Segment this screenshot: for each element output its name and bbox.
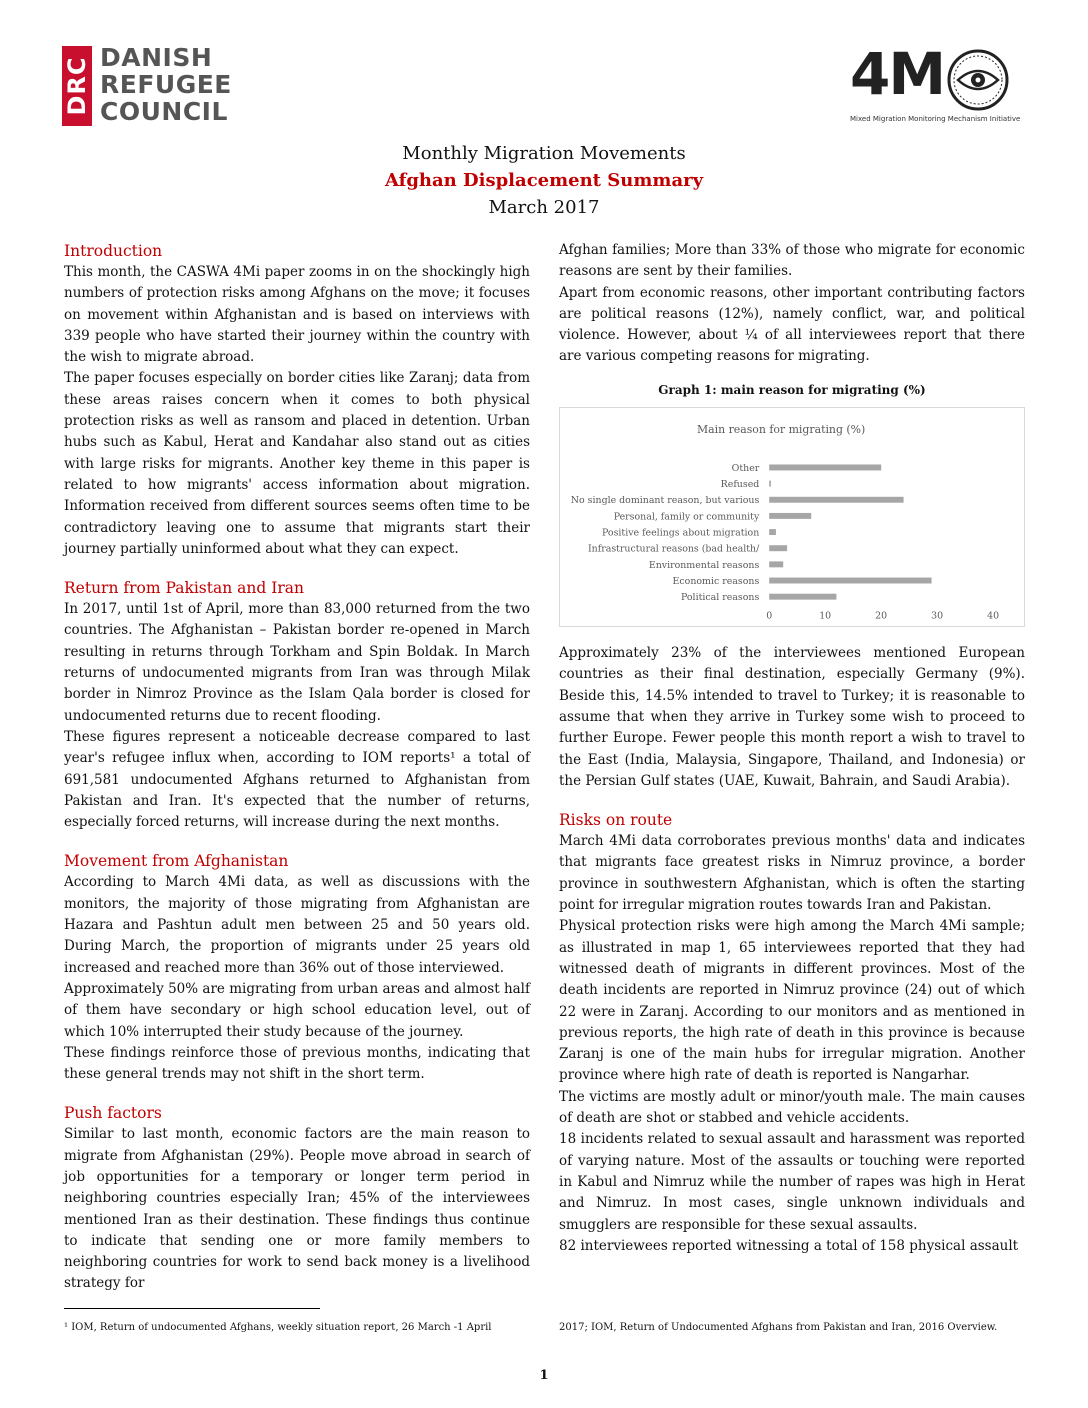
4mi-logo-text: 4M xyxy=(850,40,945,108)
paragraph: Physical protection risks were high among the March 4Mi sample; as illustrated in map 1, 65 interviewees reported that they had witnessed death of migrants in different provinces. Most of the death incidents are reported in Nimruz province (24) out of which 22 were in Zaranj. According to our monitors and as mentioned in previous reports, the high rate of death in this province is because Zaranj is one of the main hubs for irregular migration. Another province where high rate of death is reported is Nangarhar. xyxy=(559,918,1025,1084)
category-label: Other xyxy=(731,463,760,475)
paragraph: 82 interviewees reported witnessing a total of 158 physical assault xyxy=(559,1237,1019,1254)
bar xyxy=(769,594,836,600)
category-label: Environmental reasons xyxy=(648,559,760,571)
paragraph: Approximately 23% of the interviewees mentioned European countries as their final destination, especially Germany (9%). Beside this, 14.5% intended to travel to Turkey; it is reasonable to assume that when they arrive in Turkey some wish to proceed to further Europe. Fewer people this month report a wish to travel to the East (India, Malaysia, Singapore, Thailand, and Indonesia) or the Persian Gulf states (UAE, Kuwait, Bahrain, and Saudi Arabia). xyxy=(559,645,1025,789)
drc-logo-wordmark xyxy=(100,44,232,125)
drc-logo xyxy=(62,43,242,130)
paragraph: These figures represent a noticeable decrease compared to last year's refugee influx when, according to IOM reports¹ a total of 691,581 undocumented Afghans returned to Afghanistan from Pakistan and Iran. It's expected that the number of returns, especially forced returns, will increase during the next months. xyxy=(64,728,530,831)
eye-icon xyxy=(946,48,1010,112)
page-number: 1 xyxy=(539,1368,549,1383)
doc-subtitle: Afghan Displacement Summary xyxy=(384,170,704,191)
paragraph: Apart from economic reasons, other important contributing factors are political reasons (12%), namely conflict, war, and political violence. However, about ¼ of all interviewees report that there are various competing reasons for migrating. xyxy=(559,284,1025,365)
drc-logo-line: DANISH xyxy=(100,43,213,72)
drc-logo-line: COUNCIL xyxy=(100,97,228,126)
bar xyxy=(769,578,931,584)
footnote-right: 2017; IOM, Return of Undocumented Afghans from Pakistan and Iran, 2016 Overview. xyxy=(559,1322,998,1333)
x-tick-label: 0 xyxy=(766,610,773,622)
paragraph: These findings reinforce those of previous months, indicating that these general trends may not shift in the short term. xyxy=(64,1044,530,1083)
x-tick-label: 20 xyxy=(875,610,888,622)
category-label: Positive feelings about migration xyxy=(601,527,760,539)
paragraph: In 2017, until 1st of April, more than 83,000 returned from the two countries. The Afghanistan – Pakistan border re-opened in March resulting in returns through Torkham and Spin Boldak. In March returns of undocumented migrants from Iran was through Milak border in Nimroz Province as the Islam Qala border is closed for undocumented returns due to recent flooding. xyxy=(64,601,530,724)
left-column xyxy=(64,240,530,1295)
doc-title: Monthly Migration Movements xyxy=(402,143,686,164)
drc-logo-mark xyxy=(62,46,92,126)
section-heading-movement: Movement from Afghanistan xyxy=(64,852,289,871)
paragraph: March 4Mi data corroborates previous months' data and indicates that migrants face greatest risks in Nimruz province, a border province in southwestern Afghanistan, which is often the starting point for irregular migration routes towards Iran and Pakistan. xyxy=(559,833,1025,914)
paragraph: 18 incidents related to sexual assault and harassment was reported of varying nature. Most of the assaults or touching were reported in Kabul and Nimruz while the number of rapes was high in Herat and Nimruz. In most cases, single unknown individuals and smugglers are responsible for these sexual assaults. xyxy=(559,1131,1025,1233)
category-label: Political reasons xyxy=(680,592,760,604)
section-heading-introduction: Introduction xyxy=(64,242,163,260)
drc-logo-initials: DRC xyxy=(63,56,91,116)
paragraph: Afghan families; More than 33% of those who migrate for economic reasons are sent by their families. xyxy=(559,242,1025,280)
section-heading-risks: Risks on route xyxy=(559,811,673,830)
category-label: Economic reasons xyxy=(672,576,760,588)
drc-logo-line: REFUGEE xyxy=(100,70,232,99)
footnote-left: ¹ IOM, Return of undocumented Afghans, weekly situation report, 26 March -1 April xyxy=(64,1322,492,1333)
graph-caption: Graph 1: main reason for migrating (%) xyxy=(658,382,926,397)
4mi-logo xyxy=(846,40,1026,130)
paragraph: According to March 4Mi data, as well as discussions with the monitors, the majority of those migrating from Afghanistan are Hazara and Pashtun adult men between 25 and 50 years old. During March, the proportion of migrants under 25 years old increased and reached more than 36% out of those interviewed. xyxy=(64,874,530,976)
4mi-logo-tagline: Mixed Migration Monitoring Mechanism Initiative xyxy=(850,115,1021,123)
paragraph: The paper focuses especially on border cities like Zaranj; data from these areas raises concern when it comes to both physical protection risks as well as ransom and placed in detention. Urban hubs such as Kabul, Herat and Kandahar also stand out as cities with large risks for migrants. Another key theme in this paper is related to how migrants' access information about migration. Information received from different sources seems often time to be contradictory leaving one to assume that migrants start their journey partially uninformed about what they can expect. xyxy=(64,370,530,557)
paragraph: The victims are mostly adult or minor/youth male. The main causes of death are shot or stabbed and vehicle accidents. xyxy=(559,1088,1025,1127)
paragraph: Approximately 50% are migrating from urban areas and almost half of them have secondary or high school education level, out of which 10% interrupted their study because of the journey. xyxy=(64,980,530,1040)
x-tick-label: 30 xyxy=(931,610,944,622)
section-heading-push-factors: Push factors xyxy=(64,1104,162,1123)
category-label: Personal, family or community xyxy=(613,511,760,523)
bar xyxy=(769,481,771,487)
x-tick-label: 10 xyxy=(819,610,832,622)
x-tick-label: 40 xyxy=(987,610,1000,622)
paragraph: Similar to last month, economic factors are the main reason to migrate from Afghanistan (29%). People move abroad in search of job opportunities for a temporary or longer term period in neighboring countries especially Iran; 45% of the interviewees mentioned Iran as their destination. These findings thus continue to indicate that sending one or more family members to neighboring countries for work to send back money is a livelihood strategy for xyxy=(64,1126,530,1292)
footnote-rule xyxy=(64,1308,320,1309)
right-column xyxy=(559,240,1025,1257)
bar xyxy=(769,513,811,519)
bar xyxy=(769,529,776,535)
bar xyxy=(769,465,881,471)
bar xyxy=(769,497,903,503)
category-label: Infrastructural reasons (bad health/ xyxy=(587,543,760,555)
paragraph: This month, the CASWA 4Mi paper zooms in on the shockingly high numbers of protection risks among Afghans on the move; it focuses on movement within Afghanistan and is based on interviews with 339 people who have started their journey within the country with the wish to migrate abroad. xyxy=(64,264,530,366)
category-label: Refused xyxy=(720,479,760,491)
bar-chart xyxy=(559,407,1025,627)
section-heading-return: Return from Pakistan and Iran xyxy=(64,579,304,598)
bar xyxy=(769,561,783,567)
chart-title: Main reason for migrating (%) xyxy=(696,422,866,436)
doc-date: March 2017 xyxy=(488,197,600,218)
category-label: No single dominant reason, but various xyxy=(570,495,760,507)
bar xyxy=(769,545,787,551)
